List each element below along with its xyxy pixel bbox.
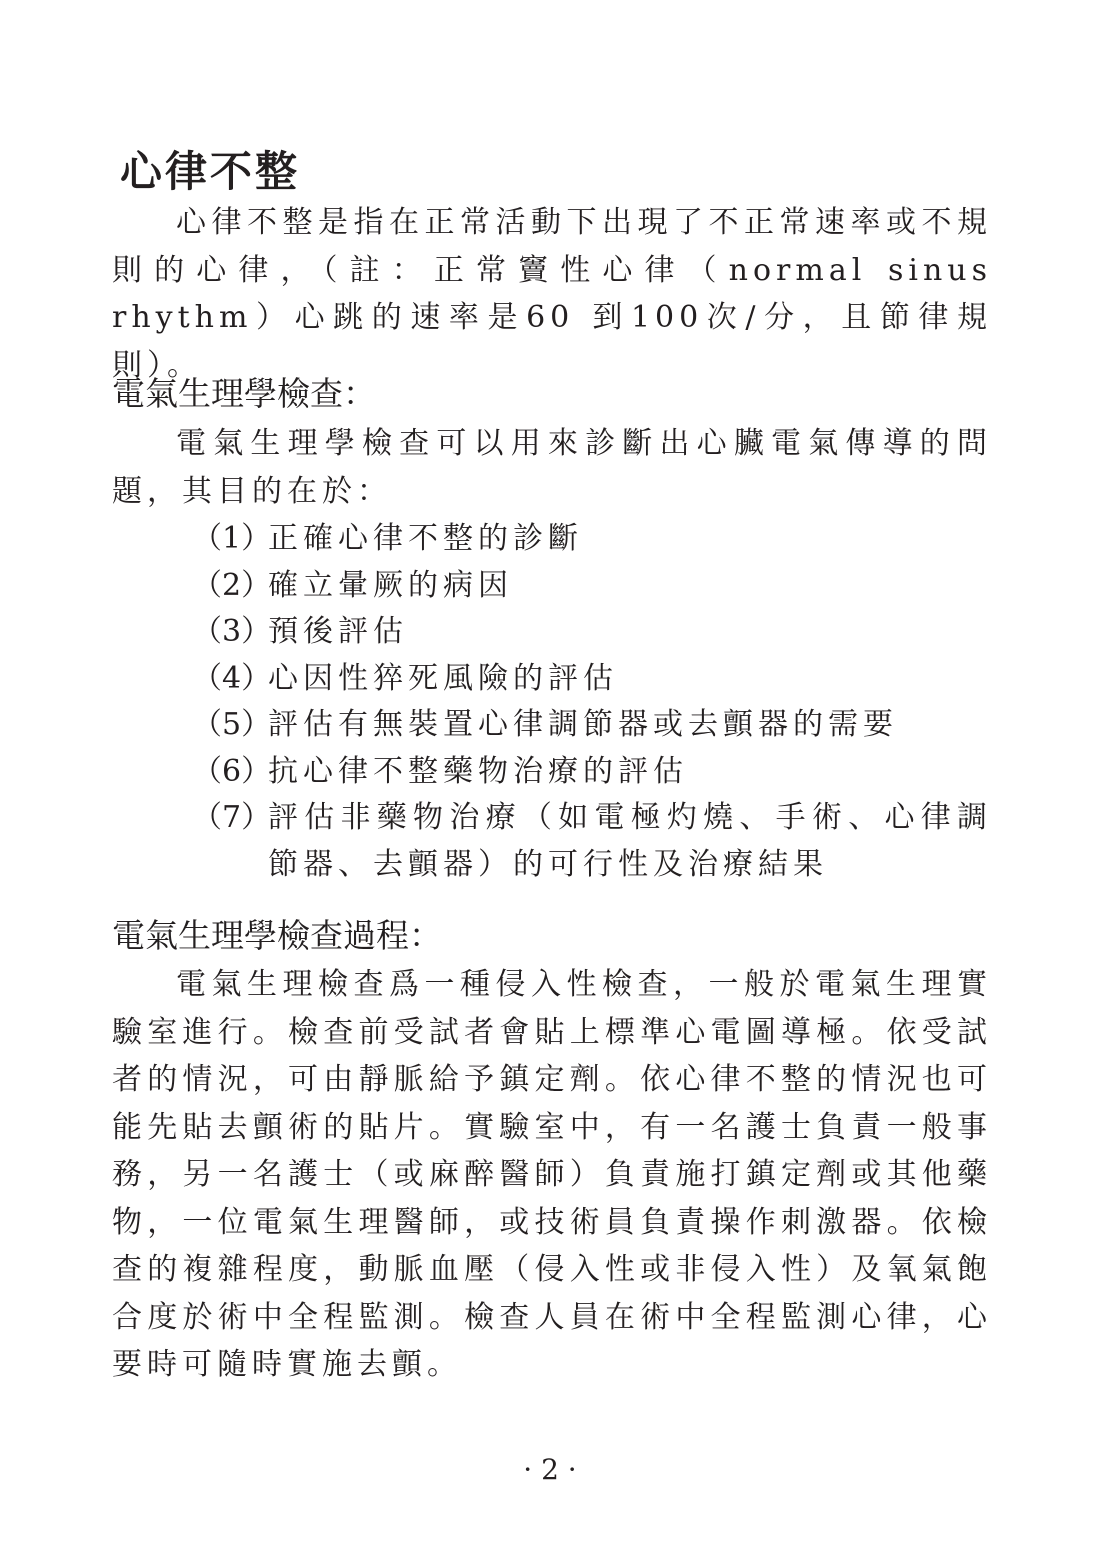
section-ep-study-body: 電氣生理學檢查可以用來診斷出心臟電氣傳導的問題，其目的在於：	[112, 426, 992, 509]
list-item-text: 心因性猝死風險的評估	[268, 660, 618, 696]
list-item-number: （3）	[192, 614, 272, 649]
list-item-text: 正確心律不整的診斷	[268, 521, 583, 556]
list-item-number: （1）	[192, 521, 272, 556]
section-heading-ep-procedure: 電氣生理學檢查過程：	[112, 916, 442, 955]
list-item-number: （5）	[192, 707, 272, 742]
intro-paragraph: 心律不整是指在正常活動下出現了不正常速率或不規則的心律，（註：正常竇性心律（normal sinus rhythm）心跳的速率是60 到100次/分，且節律規則）。	[112, 205, 992, 383]
list-item	[192, 795, 992, 888]
list-item-text: 確立暈厥的病因	[268, 567, 513, 603]
list-item	[192, 656, 992, 703]
page-number: · 2 ·	[523, 1453, 577, 1486]
page-title: 心律不整	[120, 147, 301, 196]
list-item-text: 評估非藥物治療（如電極灼燒、手術、心律調節器、去顫器）的可行性及治療結果	[268, 800, 992, 882]
list-item	[192, 563, 992, 610]
list-item-number: （7）	[192, 800, 272, 835]
list-item-text: 評估有無裝置心律調節器或去顫器的需要	[268, 707, 898, 742]
list-item	[192, 609, 992, 656]
purpose-list	[192, 516, 992, 888]
section-heading-ep-study: 電氣生理學檢查：	[112, 374, 376, 413]
list-item-text: 預後評估	[268, 614, 408, 649]
list-item-number: （4）	[192, 660, 272, 696]
section-ep-procedure-body: 電氣生理檢查爲一種侵入性檢查，一般於電氣生理實驗室進行。檢查前受試者會貼上標準心電圖導極。依受試者的情況，可由靜脈給予鎮定劑。依心律不整的情況也可能先貼去顫術的貼片。實驗室中，有一名護士負責一般事務，另一名護士（或麻醉醫師）負責施打鎮定劑或其他藥物，一位電氣生理醫師，或技術員負責操作刺激器。依檢查的複雜程度，動脈血壓（侵入性或非侵入性）及氧氣飽合度於術中全程監測。檢查人員在術中全程監測心律，心要時可隨時實施去顫。	[112, 967, 992, 1382]
list-item	[192, 749, 992, 796]
list-item	[192, 702, 992, 749]
list-item-text: 抗心律不整藥物治療的評估	[268, 753, 688, 789]
list-item	[192, 516, 992, 563]
list-item-number: （6）	[192, 753, 272, 789]
list-item-number: （2）	[192, 567, 272, 603]
